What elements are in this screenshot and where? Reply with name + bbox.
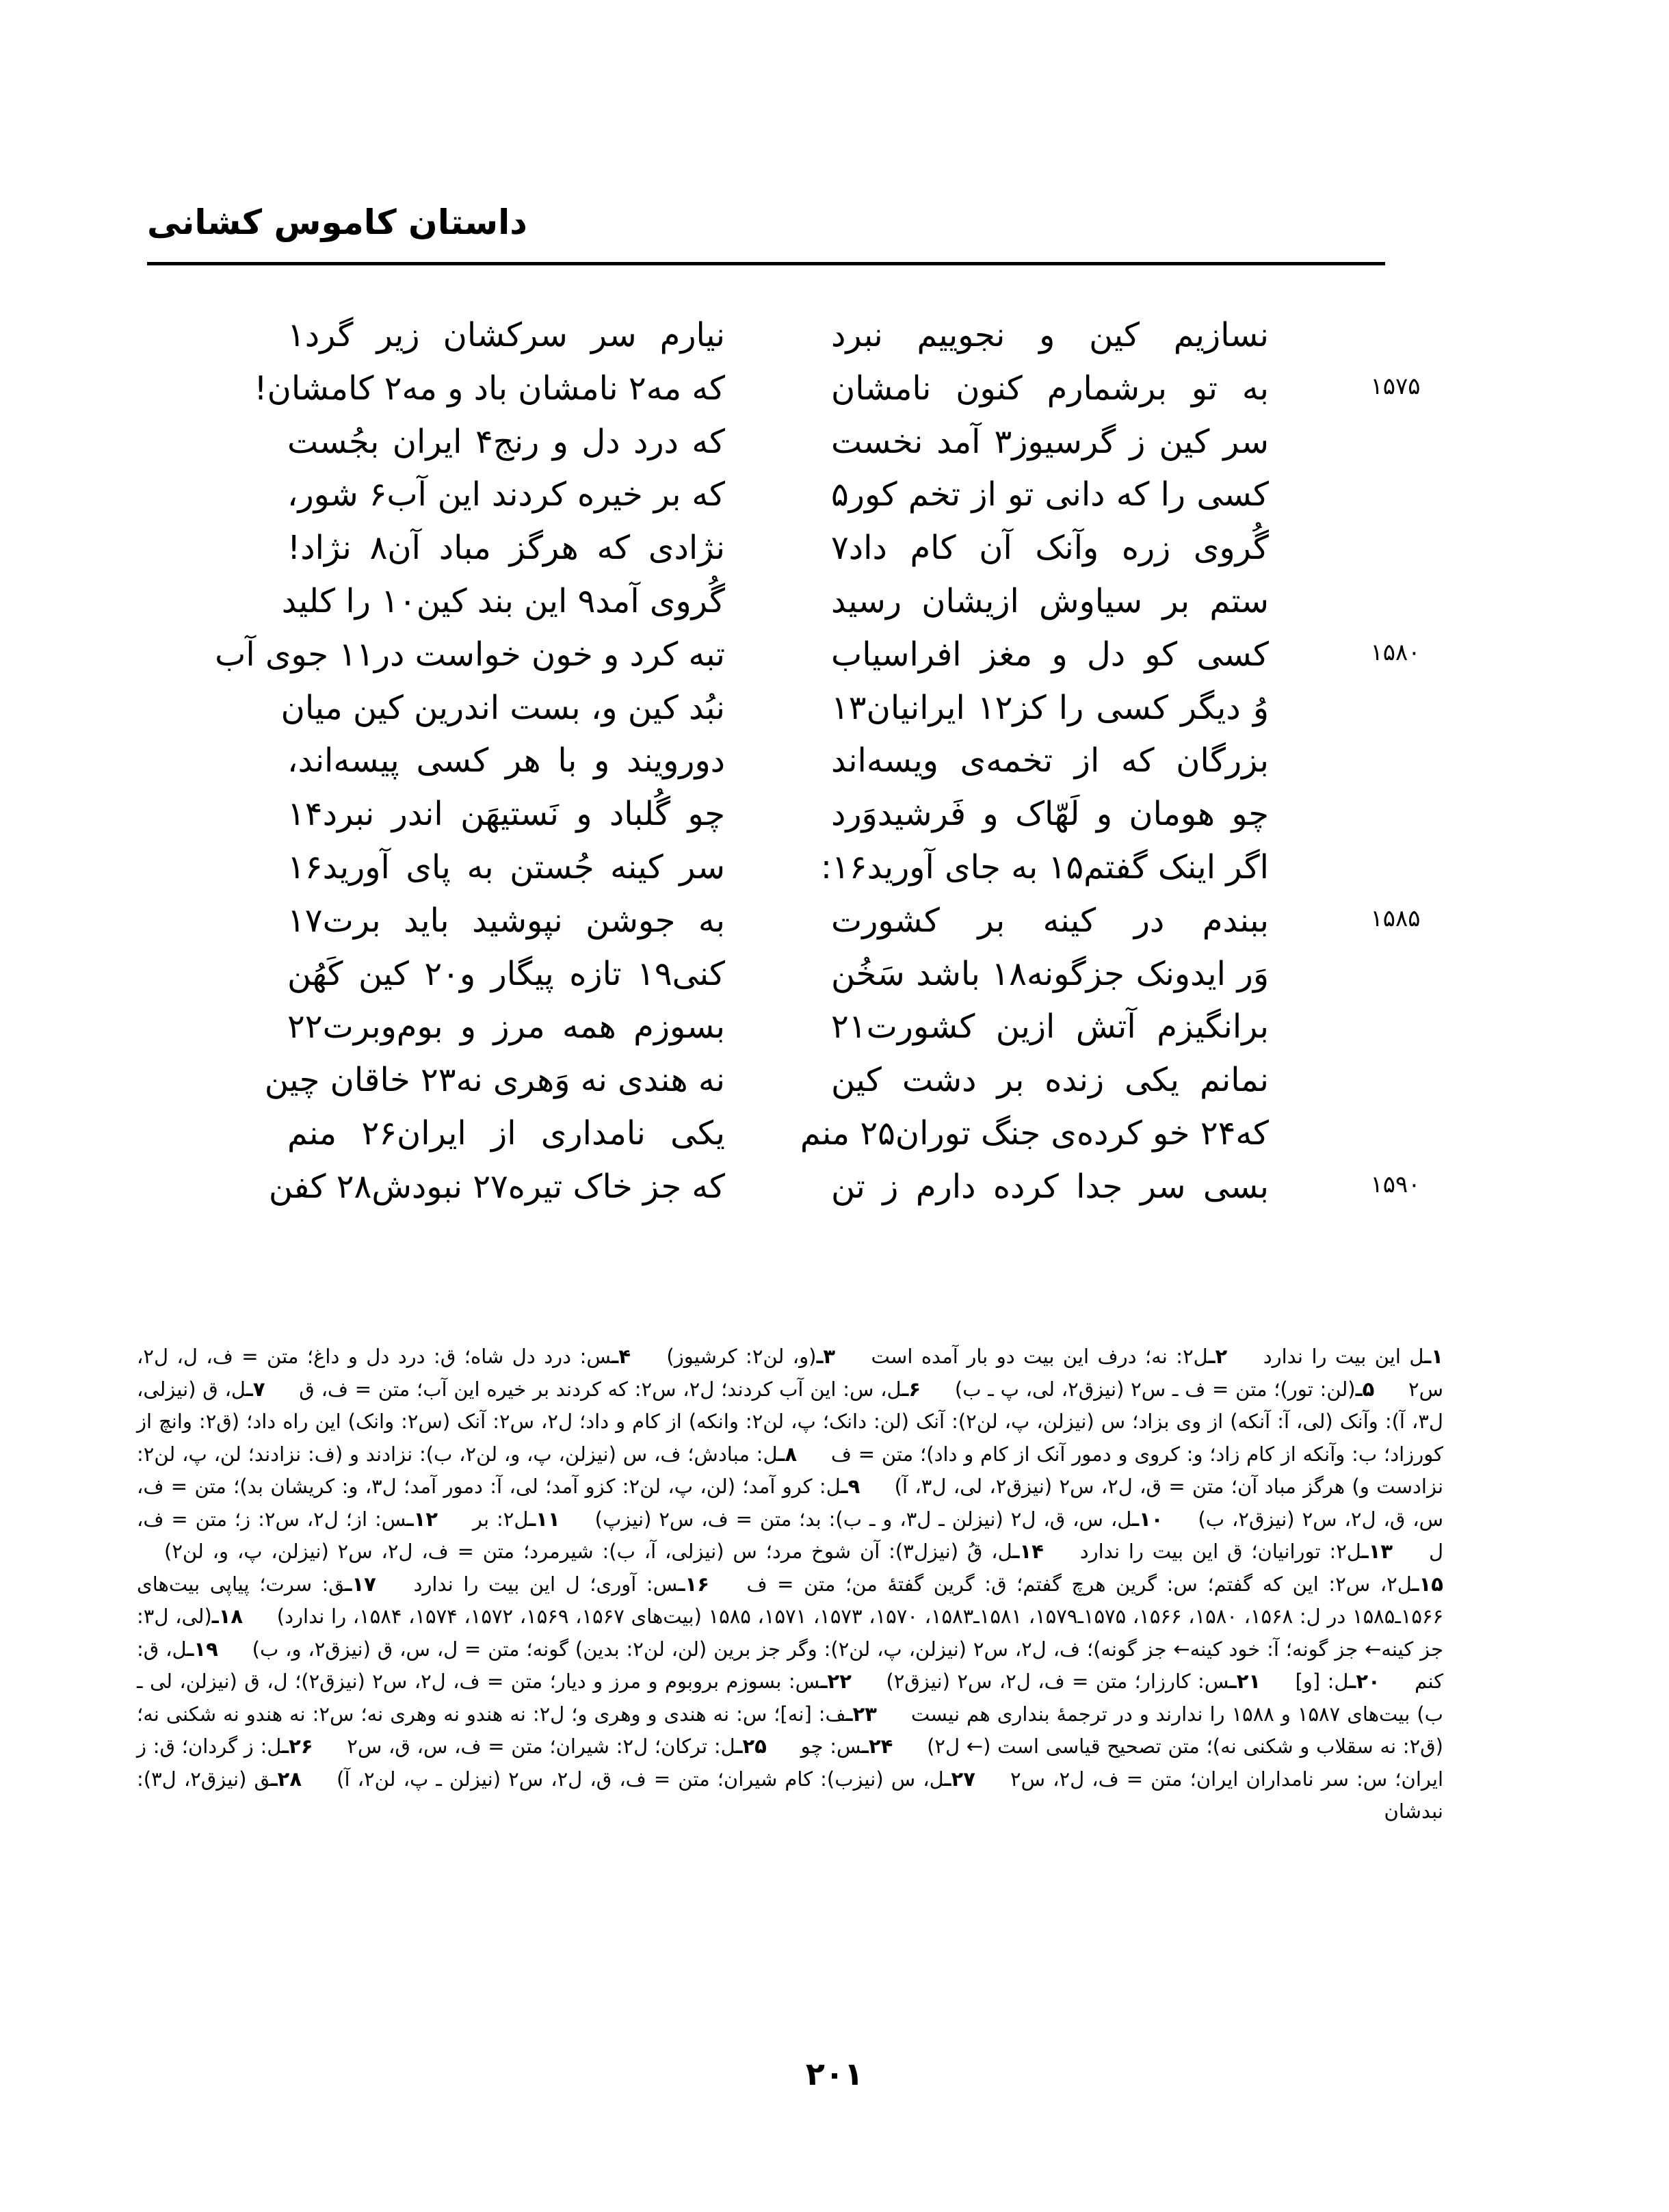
footnote-number: ۹ـ <box>841 1475 860 1498</box>
footnote-number: ۲۱ـ <box>1229 1670 1261 1693</box>
footnote <box>886 1670 1261 1693</box>
footnote-text: ل: ترکان؛ ل۲: شیران؛ متن = ف، س، ق، س۲ <box>347 1735 736 1758</box>
footnote-number: ۸ـ <box>778 1442 798 1466</box>
first-hemistich: ببندم در کینه بر کشورت <box>831 901 1269 940</box>
footnote <box>955 1378 1374 1401</box>
verse-block <box>215 311 1436 1216</box>
footnote-number: ۶ـ <box>902 1377 921 1401</box>
second-hemistich: تبه کرد و خون خواست در۱۱ جوی آب <box>215 635 725 674</box>
footnote-number: ۱۹ـ <box>187 1637 218 1661</box>
verse-row <box>274 577 1436 631</box>
footnote-text: ل، س (نیزب): کام شیران؛ متن = ف، ق، ل۲، س۲ (نیزلن ـ پ، لن۲، آ) <box>337 1767 945 1791</box>
footnote-text: ل۲: بر <box>473 1507 529 1531</box>
footnote-number: ۲۰ـ <box>1349 1670 1380 1693</box>
first-hemistich: اگر اینک گفتم۱۵ به جای آورید۱۶: <box>820 847 1269 886</box>
verse-row <box>274 311 1436 365</box>
footnote-number: ۲۵ـ <box>735 1735 767 1758</box>
footnote-text: ق (نیزق۲، ل۳): نبدشان <box>137 1767 1443 1823</box>
footnote-text: ل، ق (نیزلی، ل۳، آ): وآنک (لی، آ: آنکه) از وی بزاد؛ س (نیزلن، پ، لن۲): آنک (لن: دانک؛ پ، لن۲: وانکه) از کام و داد؛ ل۲، س۲: آنک (س۲: وانک) این راه داد؛ (ق۲: وانچ از کورزاد؛ ب: وآنکه از کام زاد؛ و: کروی و دمور آنک از کام و داد)؛ متن = ف <box>137 1377 1443 1466</box>
footnote-number: ۱۴ـ <box>1012 1540 1044 1563</box>
running-title: داستان کاموس کشانی <box>147 202 527 242</box>
footnote-number: ۱۰ـ <box>1132 1507 1164 1531</box>
verse-row <box>268 1163 1436 1216</box>
second-hemistich: نبُد کین و، بست اندرین کین میان <box>280 688 725 727</box>
footnote-text: (و، لن۲: کرشیوز) <box>666 1345 817 1368</box>
footnote-text: (لن: تور)؛ متن = ف ـ س۲ (نیزق۲، لی، پ ـ ب) <box>954 1377 1356 1401</box>
footnote-number: ۷ـ <box>246 1377 265 1401</box>
second-hemistich: نژادی که هرگز مباد آن۸ نژاد! <box>287 529 725 568</box>
first-hemistich: کسی کو دل و مغز افراسیاب <box>831 635 1269 674</box>
line-number: ۱۵۹۰ <box>1370 1170 1421 1198</box>
footnote <box>413 1572 709 1596</box>
header-rule <box>147 262 1385 265</box>
footnote-number: ۱۲ـ <box>406 1507 438 1531</box>
footnote <box>1296 1670 1380 1693</box>
first-hemistich: وَر ایدونک جزگونه۱۸ باشد سَخُن <box>831 954 1269 993</box>
footnote-text: ق: سرت؛ پیاپی بیت‌های ۱۵۶۶ـ۱۵۸۵ در ل: ۱۵۶۸، ۱۵۸۰، ۱۵۶۶، ۱۵۷۵ـ۱۵۷۹، ۱۵۸۱ـ۱۵۸۳، ۱۵۷۰، ۱۵۷۳، ۱۵۷۱، ۱۵۸۵ (بیت‌های ۱۵۶۷، ۱۵۶۹، ۱۵۷۲، ۱۵۷۴، ۱۵۸۴، را ندارد) <box>137 1572 1444 1628</box>
footnote-number: ۴ـ <box>612 1345 631 1368</box>
footnote <box>595 1507 1164 1531</box>
footnote-text: ل۲، س۲: این که گفتم؛ س: گرین هرچ گفتم؛ ق: گرین گفتهٔ من؛ متن = ف <box>746 1572 1412 1596</box>
second-hemistich: سر کینه جُستن به پای آورید۱۶ <box>287 847 725 886</box>
footnote-number: ۱۵ـ <box>1412 1572 1443 1596</box>
footnote-text: ل: ز گردان؛ ق: ز ایران؛ س: سر نامداران ایران؛ متن = ف، ل۲، س۲ <box>137 1735 1444 1791</box>
first-hemistich: نسازیم کین و نجوییم نبرد <box>831 316 1269 354</box>
footnote-number: ۱۶ـ <box>678 1572 709 1596</box>
footnote <box>747 1572 1443 1596</box>
second-hemistich: دورویند و با هر کسی پیسه‌اند، <box>287 741 725 780</box>
second-hemistich: گُروی آمد۹ این بند کین۱۰ را کلید <box>281 581 725 620</box>
footnote <box>337 1767 975 1791</box>
second-hemistich: یکی نامداری از ایران۲۶ منم <box>287 1114 725 1153</box>
footnote-text: س: کارزار؛ متن = ف، ل۲، س۲ (نیزق۲) <box>886 1670 1230 1693</box>
verse-row <box>274 790 1436 843</box>
first-hemistich: بزرگان که از تخمه‌ی ویسه‌اند <box>831 741 1269 780</box>
footnote-number: ۵ـ <box>1355 1377 1375 1401</box>
first-hemistich: وُ دیگر کسی را کز۱۲ ایرانیان۱۳ <box>831 688 1269 727</box>
footnote-number: ۲۷ـ <box>944 1767 975 1791</box>
verse-row <box>274 471 1436 524</box>
footnote-number: ۲۶ـ <box>282 1735 313 1758</box>
first-hemistich: که۲۴ خو کرده‌ی جنگ توران۲۵ منم <box>800 1114 1269 1153</box>
line-number: ۱۵۸۰ <box>1370 638 1421 666</box>
second-hemistich: که بر خیره کردند این آب۶ شور، <box>287 475 726 514</box>
verse-row <box>274 737 1436 790</box>
footnote-number: ۲۸ـ <box>270 1767 302 1791</box>
footnote <box>666 1345 835 1368</box>
verse-row <box>274 897 1436 950</box>
footnote-text: (لی، ل۳: جز کینه← جز گونه؛ آ: خود کینه← جز گونه)؛ ف، ل۲، س۲ (نیزلن، پ، لن۲): وگر جز برین (لن، لن۲: بدین) گونه؛ متن = ل، س، ق (نیزق۲، و، ب) <box>137 1605 1444 1661</box>
second-hemistich: که مه۲ نامشان باد و مه۲ کامشان! <box>254 369 725 408</box>
verse-row <box>274 1003 1436 1056</box>
footnote-text: س: بسوزم بروبوم و مرز و دیار؛ متن = ف، ل۲، س۲ (نیزق۲)؛ ل، ق (نیزلن، لی ـ ب) بیت‌های ۱۵۸۷ و ۱۵۸۸ را ندارند و در ترجمهٔ بنداری هم نیست <box>137 1670 1443 1726</box>
footnote-number: ۲۳ـ <box>845 1702 877 1726</box>
first-hemistich: ستم بر سیاوش ازیشان رسید <box>831 581 1269 620</box>
verse-row <box>274 684 1436 737</box>
verse-row <box>274 843 1436 897</box>
verse-row <box>274 1109 1436 1163</box>
second-hemistich: کنی۱۹ تازه پیگار و۲۰ کین کَهُن <box>287 954 726 993</box>
footnote-text: ل، س: این آب کردند؛ ل۲، س۲: که کردند بر خیره این آب؛ متن = ف، ق <box>299 1377 902 1401</box>
footnote-text: ل: مبادش؛ ف، س (نیزلن، پ، و، لن۲، ب): نزادند و (ف: نزادند؛ لن، پ، لن۲: نزادست و) هرگز مباد آن؛ متن = ق، ل۲، س۲ (نیزق۲، لی، ل۳، آ) <box>137 1442 1444 1498</box>
footnote-text: س: درد دل شاه؛ ق: درد دل و داغ؛ متن = ف، ل، ل۲، س۲ <box>137 1345 1444 1401</box>
first-hemistich: به تو برشمارم کنون نامشان <box>831 369 1269 408</box>
verse-row <box>254 365 1436 418</box>
footnote-text: ل۲: نه؛ درف این بیت دو بار آمده است <box>871 1345 1209 1368</box>
footnote <box>1263 1345 1443 1368</box>
footnote-text: ل، ق: کنم <box>137 1637 1444 1693</box>
verse-row <box>274 950 1436 1003</box>
footnote-number: ۱۳ـ <box>1361 1540 1393 1563</box>
second-hemistich: نه هندی نه وَهری نه۲۳ خاقان چین <box>264 1061 725 1100</box>
line-number: ۱۵۸۵ <box>1370 904 1421 932</box>
footnote-text: ل این بیت را ندارد <box>1263 1345 1425 1368</box>
footnote-text: ل: کرو آمد؛ (لن، پ، لن۲: کزو آمد؛ لی، آ: دمور آمد؛ ل۳، و: کریشان بد)؛ متن = ف، س، ق، ل۲، س۲ (نیزق۲، ب) <box>137 1475 1444 1531</box>
footnote-text: ل: [و] <box>1295 1670 1350 1693</box>
second-hemistich: نیارم سر سرکشان زیر گرد۱ <box>287 316 725 354</box>
footnote <box>871 1345 1228 1368</box>
footnote-text: ل، قُ (نیزل۳): آن شوخ مرد؛ س (نیزلی، آ، ب): شیرمرد؛ متن = ف، ل۲، س۲ (نیزلن، پ، و، لن۲) <box>164 1540 1013 1563</box>
footnote-text: س: آوری؛ ل این بیت را ندارد <box>413 1572 679 1596</box>
verse-row <box>264 1056 1436 1109</box>
first-hemistich: کسی را که دانی تو از تخم کور۵ <box>831 475 1269 514</box>
footnotes <box>137 1341 1443 1828</box>
footnote <box>164 1540 1044 1563</box>
footnote-text: ل، س، ق، ل۲ (نیزلن ـ ل۳، و ـ ب): بد؛ متن = ف، س۲ (نیزپ) <box>594 1507 1133 1531</box>
first-hemistich: نمانم یکی زنده بر دشت کین <box>831 1061 1269 1100</box>
footnote-number: ۲ـ <box>1208 1345 1228 1368</box>
first-hemistich: چو هومان و لَهّاک و فَرشیدوَرد <box>831 795 1269 834</box>
footnote-number: ۱۷ـ <box>345 1572 376 1596</box>
verse-row <box>215 631 1436 684</box>
second-hemistich: بسوزم همه مرز و بوم‌وبرت۲۲ <box>287 1008 725 1046</box>
footnote-number: ۲۴ـ <box>862 1735 893 1758</box>
second-hemistich: چو گُلباد و نَستیهَن اندر نبرد۱۴ <box>287 795 725 834</box>
footnote <box>801 1735 893 1758</box>
footnote-text: ف: [نه]؛ س: نه هندی و وهری و؛ ل۲: نه هندو نه وهری نه؛ س۲: نه هندو نه شکنی نه؛ (ق۲: نه سقلاب و شکنی نه)؛ متن تصحیح قیاسی است (← ل۲) <box>137 1702 1443 1758</box>
footnote <box>299 1378 921 1401</box>
page-number: ۲۰۱ <box>805 2055 864 2092</box>
verse-row <box>274 418 1436 471</box>
footnote-text: ل۲: تورانیان؛ ق این بیت را ندارد <box>1079 1540 1362 1563</box>
footnote <box>347 1735 767 1758</box>
footnote-number: ۲۲ـ <box>820 1670 852 1693</box>
footnote-text: س: چو <box>800 1735 863 1758</box>
footnote-text: س: از؛ ل۲، س۲: ز؛ متن = ف، ل <box>137 1507 1444 1563</box>
footnote-number: ۱ـ <box>1424 1345 1443 1368</box>
verse-row <box>274 524 1436 577</box>
footnote-number: ۱۸ـ <box>211 1605 244 1628</box>
footnote <box>1080 1540 1393 1563</box>
footnote-number: ۱۱ـ <box>529 1507 560 1531</box>
second-hemistich: که درد دل و رنج۴ ایران بجُست <box>287 422 726 461</box>
second-hemistich: که جز خاک تیره۲۷ نبودش۲۸ کفن <box>268 1167 725 1206</box>
first-hemistich: گُروی زره وآنک آن کام داد۷ <box>831 529 1269 568</box>
first-hemistich: بسی سر جدا کرده دارم ز تن <box>831 1167 1269 1206</box>
footnote-number: ۳ـ <box>816 1345 836 1368</box>
line-number: ۱۵۷۵ <box>1370 372 1421 400</box>
footnote <box>473 1507 560 1531</box>
first-hemistich: سر کین ز گرسیوز۳ آمد نخست <box>831 422 1269 461</box>
second-hemistich: به جوشن نپوشید باید برت۱۷ <box>287 901 725 940</box>
first-hemistich: برانگیزم آتش ازین کشورت۲۱ <box>831 1008 1269 1046</box>
